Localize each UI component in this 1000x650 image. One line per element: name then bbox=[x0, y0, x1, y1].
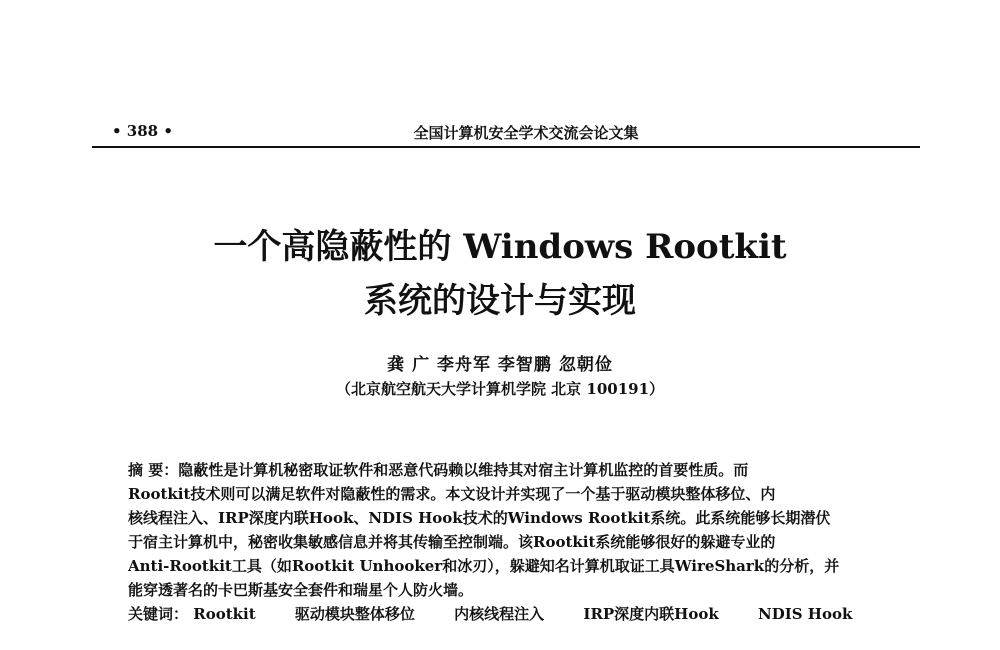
keywords bbox=[128, 602, 888, 626]
keyword-item: 内核线程注入 bbox=[454, 605, 545, 623]
affiliation: （北京航空航天大学计算机学院 北京 100191） bbox=[335, 380, 665, 398]
abstract-label: 摘 要： bbox=[128, 461, 179, 479]
authors: 龚 广 李舟军 李智鹏 忽朝俭 bbox=[387, 355, 613, 375]
abstract-line-3: 核线程注入、IRP深度内联Hook、NDIS Hook技术的Windows Rootkit系统。此系统能够长期潜伏 bbox=[128, 509, 831, 527]
paper-title-line-1: 一个高隐蔽性的 Windows Rootkit bbox=[213, 227, 787, 267]
abstract-line-2: Rootkit技术则可以满足软件对隐蔽性的需求。本文设计并实现了一个基于驱动模块整体移位、内 bbox=[128, 485, 776, 503]
running-title: 全国计算机安全学术交流会论文集 bbox=[413, 124, 639, 142]
abstract bbox=[128, 458, 888, 626]
keyword-item: NDIS Hook bbox=[758, 605, 853, 623]
keyword-item: Rootkit bbox=[193, 605, 256, 623]
abstract-line-1: 摘 要：隐蔽性是计算机秘密取证软件和恶意代码赖以维持其对宿主计算机监控的首要性质。而 bbox=[128, 461, 749, 479]
running-header bbox=[92, 120, 920, 148]
keyword-item: IRP深度内联Hook bbox=[583, 605, 719, 623]
paper-title-line-2: 系统的设计与实现 bbox=[364, 281, 636, 321]
keywords-label: 关键词： bbox=[128, 605, 189, 623]
abstract-line-5: Anti-Rootkit工具（如Rootkit Unhooker和冰刃），躲避知名计算机取证工具WireShark的分析，并 bbox=[128, 557, 840, 575]
abstract-line-4: 于宿主计算机中，秘密收集敏感信息并将其传输至控制端。该Rootkit系统能够很好的躲避专业的 bbox=[128, 533, 776, 551]
keyword-item: 驱动模块整体移位 bbox=[294, 605, 415, 623]
page-number: • 388 • bbox=[112, 122, 173, 140]
abstract-line-6: 能穿透著名的卡巴斯基安全套件和瑞星个人防火墙。 bbox=[128, 581, 474, 599]
